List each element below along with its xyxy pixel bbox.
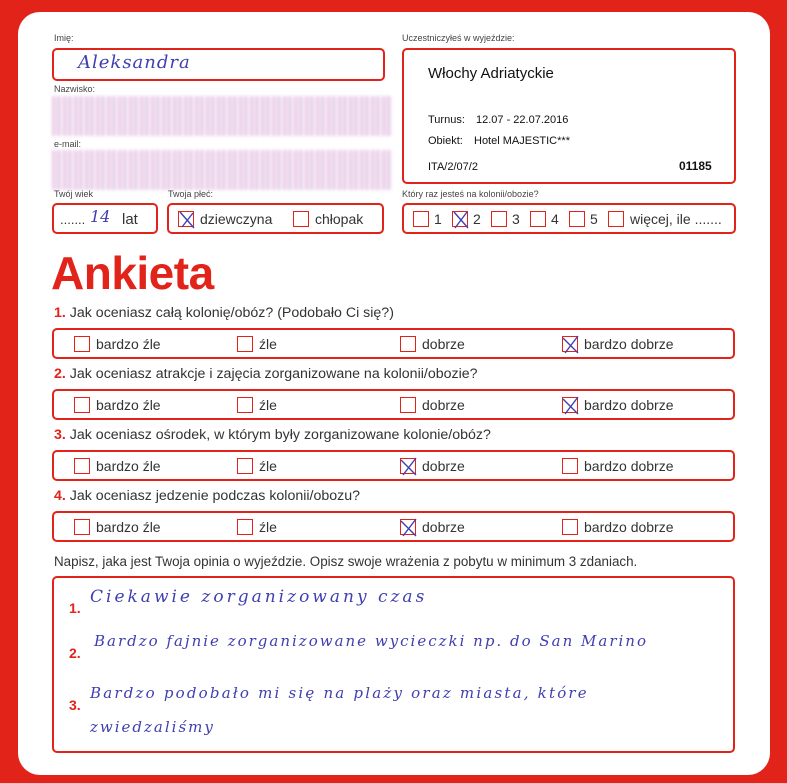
question-2-text	[54, 366, 478, 382]
question-4-checkbox-4[interactable]	[562, 519, 578, 535]
question-3-checkbox-2[interactable]	[237, 458, 253, 474]
question-1-options	[52, 328, 735, 359]
age-field[interactable]	[52, 203, 158, 234]
times-checkbox-4[interactable]	[530, 211, 546, 227]
age-value: 14	[90, 207, 111, 226]
times-checkbox-3[interactable]	[491, 211, 507, 227]
email-redacted	[52, 150, 392, 190]
gender-option-boy: chłopak	[315, 211, 364, 227]
opinion-line-3: Bardzo podobało mi się na plaży oraz miasta, które	[90, 684, 589, 702]
times-option-1: 1	[434, 211, 442, 227]
trip-destination: Włochy Adriatyckie	[428, 65, 554, 82]
question-4-checkbox-3[interactable]	[400, 519, 416, 535]
opinion-number-1: 1.	[69, 600, 81, 616]
question-number: 1.	[54, 305, 66, 321]
age-suffix: lat	[122, 211, 138, 228]
question-2-option-label: bardzo dobrze	[584, 397, 674, 413]
times-option-more: więcej, ile .......	[630, 211, 722, 227]
trip-number: 01185	[679, 159, 712, 173]
times-option-4: 4	[551, 211, 559, 227]
question-4-options	[52, 511, 735, 542]
question-2-option-label: źle	[259, 397, 277, 413]
question-3-options	[52, 450, 735, 481]
obiekt-label: Obiekt:	[428, 135, 463, 147]
trip-code: ITA/2/07/2	[428, 161, 478, 173]
question-3-option-label: bardzo źle	[96, 458, 161, 474]
age-label: Twój wiek	[54, 189, 94, 199]
gender-checkbox-boy[interactable]	[293, 211, 309, 227]
question-4-text	[54, 488, 360, 504]
opinion-box[interactable]	[52, 576, 735, 753]
trip-box	[402, 48, 736, 184]
age-prefix: .......	[60, 212, 86, 227]
question-2-checkbox-2[interactable]	[237, 397, 253, 413]
turnus-value: 12.07 - 22.07.2016	[476, 114, 569, 126]
question-2-checkbox-4[interactable]	[562, 397, 578, 413]
times-checkbox-1[interactable]	[413, 211, 429, 227]
question-4-option-label: bardzo źle	[96, 519, 161, 535]
trip-label: Uczestniczyłeś w wyjeździe:	[402, 33, 515, 43]
question-1-option-label: źle	[259, 336, 277, 352]
question-1-checkbox-4[interactable]	[562, 336, 578, 352]
question-4-option-label: źle	[259, 519, 277, 535]
question-2-option-label: bardzo źle	[96, 397, 161, 413]
question-2-checkbox-3[interactable]	[400, 397, 416, 413]
question-label: Jak oceniasz ośrodek, w którym były zorganizowane kolonie/obóz?	[65, 427, 491, 443]
question-3-checkbox-3[interactable]	[400, 458, 416, 474]
question-label: Jak oceniasz jedzenie podczas kolonii/obozu?	[65, 488, 361, 504]
question-1-checkbox-3[interactable]	[400, 336, 416, 352]
question-2-options	[52, 389, 735, 420]
question-number: 3.	[54, 427, 66, 443]
name-label: Imię:	[54, 33, 74, 43]
question-1-option-label: dobrze	[422, 336, 465, 352]
times-checkbox-5[interactable]	[569, 211, 585, 227]
times-checkbox-more[interactable]	[608, 211, 624, 227]
question-number: 2.	[54, 366, 66, 382]
name-field[interactable]	[52, 48, 385, 81]
question-4-checkbox-1[interactable]	[74, 519, 90, 535]
question-1-option-label: bardzo dobrze	[584, 336, 674, 352]
opinion-prompt: Napisz, jaka jest Twoja opinia o wyjeździe. Opisz swoje wrażenia z pobytu w minimum 3 zdaniach.	[54, 554, 638, 569]
question-4-option-label: bardzo dobrze	[584, 519, 674, 535]
question-3-option-label: bardzo dobrze	[584, 458, 674, 474]
question-4-option-label: dobrze	[422, 519, 465, 535]
question-number: 4.	[54, 488, 66, 504]
times-label: Który raz jesteś na kolonii/obozie?	[402, 189, 539, 199]
opinion-line-3-cont: zwiedzaliśmy	[90, 718, 215, 736]
email-label: e-mail:	[54, 139, 82, 149]
opinion-number-3: 3.	[69, 697, 81, 713]
name-value: Aleksandra	[78, 52, 191, 73]
obiekt-value: Hotel MAJESTIC***	[474, 135, 570, 147]
gender-option-girl: dziewczyna	[200, 211, 273, 227]
page-title: Ankieta	[51, 247, 214, 299]
question-1-text	[54, 305, 394, 321]
times-option-5: 5	[590, 211, 598, 227]
survey-sheet	[18, 12, 770, 775]
question-1-checkbox-1[interactable]	[74, 336, 90, 352]
times-field	[402, 203, 736, 234]
question-3-option-label: dobrze	[422, 458, 465, 474]
question-3-text	[54, 427, 491, 443]
times-option-3: 3	[512, 211, 520, 227]
question-3-option-label: źle	[259, 458, 277, 474]
surname-redacted	[52, 96, 392, 136]
question-label: Jak oceniasz atrakcje i zajęcia zorganizowane na kolonii/obozie?	[65, 366, 478, 382]
question-1-option-label: bardzo źle	[96, 336, 161, 352]
gender-checkbox-girl[interactable]	[178, 211, 194, 227]
question-3-checkbox-4[interactable]	[562, 458, 578, 474]
times-option-2: 2	[473, 211, 481, 227]
question-4-checkbox-2[interactable]	[237, 519, 253, 535]
opinion-number-2: 2.	[69, 645, 81, 661]
turnus-label: Turnus:	[428, 114, 465, 126]
gender-field	[167, 203, 384, 234]
opinion-line-2: Bardzo fajnie zorganizowane wycieczki np. do San Marino	[94, 632, 648, 650]
question-2-option-label: dobrze	[422, 397, 465, 413]
surname-label: Nazwisko:	[54, 84, 96, 94]
question-2-checkbox-1[interactable]	[74, 397, 90, 413]
question-3-checkbox-1[interactable]	[74, 458, 90, 474]
opinion-line-1: Ciekawie zorganizowany czas	[90, 587, 428, 607]
gender-label: Twoja płeć:	[168, 189, 214, 199]
times-checkbox-2[interactable]	[452, 211, 468, 227]
question-1-checkbox-2[interactable]	[237, 336, 253, 352]
question-label: Jak oceniasz całą kolonię/obóz? (Podobało Ci się?)	[65, 305, 394, 321]
